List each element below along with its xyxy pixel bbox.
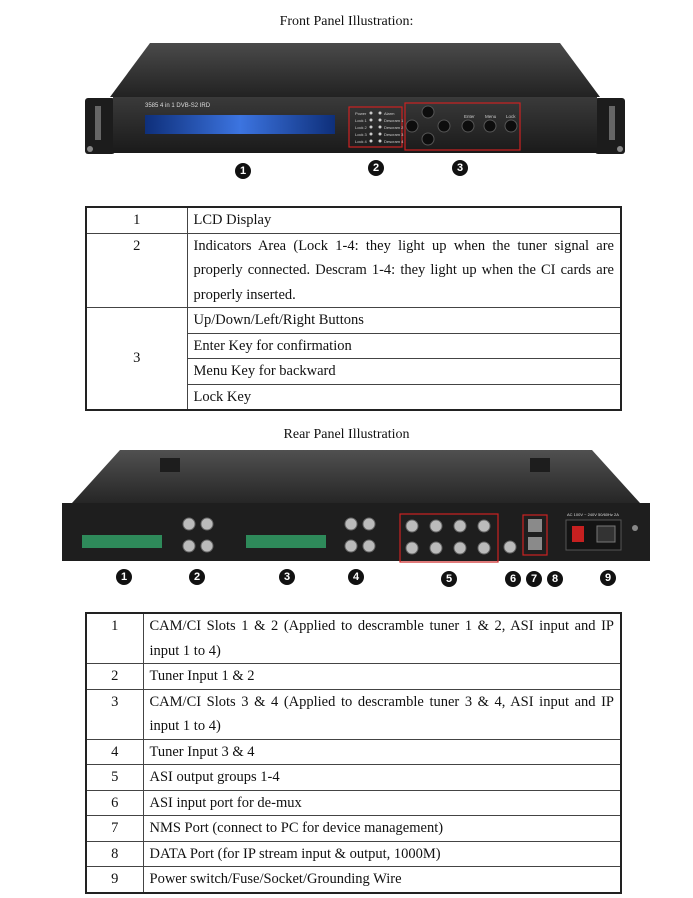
- rear-callout-5: 5: [441, 571, 457, 587]
- table-row: [86, 867, 621, 893]
- row-number: 3: [86, 689, 143, 739]
- right-handle: [609, 106, 615, 140]
- right-screw-icon: [617, 146, 623, 152]
- table-row: [86, 816, 621, 842]
- row-number: 7: [86, 816, 143, 842]
- enter-label: Enter: [464, 114, 475, 119]
- cam-slot-1-2: [82, 535, 162, 548]
- rear-panel-table: [85, 612, 622, 894]
- tuner-1-connector[interactable]: [183, 518, 195, 530]
- rear-panel-caption: Rear Panel Illustration: [283, 427, 410, 442]
- down-button[interactable]: [422, 133, 434, 145]
- menu-label: Menu: [485, 114, 497, 119]
- rear-callout-9: 9: [600, 570, 616, 586]
- rear-chassis-top: [72, 450, 640, 503]
- row-number: 2: [86, 664, 143, 690]
- right-button[interactable]: [438, 120, 450, 132]
- table-row: [86, 790, 621, 816]
- rear-callout-2: 2: [189, 569, 205, 585]
- row-description: Menu Key for backward: [187, 359, 621, 385]
- row-number: 1: [86, 613, 143, 664]
- power-rating-label: AC 100V ~ 240V 50/60Hz 2A: [567, 512, 619, 517]
- row-description: Indicators Area (Lock 1-4: they light up when the tuner signal are properly connected. Descram 1-4: they light up when the CI cards are properly inserted.: [187, 233, 621, 308]
- row-number: 3: [86, 308, 187, 411]
- menu-button[interactable]: [484, 120, 496, 132]
- row-description: Power switch/Fuse/Socket/Grounding Wire: [143, 867, 621, 893]
- rear-face: [62, 503, 650, 561]
- up-button[interactable]: [422, 106, 434, 118]
- ground-screw-icon: [632, 525, 638, 531]
- table-row: [86, 739, 621, 765]
- rear-callout-1: 1: [116, 569, 132, 585]
- rear-callout-6: 6: [505, 571, 521, 587]
- row-number: 8: [86, 841, 143, 867]
- row-description: Enter Key for confirmation: [187, 333, 621, 359]
- table-row: [86, 841, 621, 867]
- model-label: 3585 4 in 1 DVB-S2 IRD: [145, 103, 211, 109]
- lcd-display: [145, 115, 335, 134]
- row-number: 2: [86, 233, 187, 308]
- left-screw-icon: [87, 146, 93, 152]
- front-panel-table: [85, 206, 622, 411]
- rear-callout-7: 7: [526, 571, 542, 587]
- row-description: Lock Key: [187, 384, 621, 410]
- power-socket[interactable]: [597, 526, 615, 542]
- indicator-labels-left: Power Lock 1 Lock 2 Lock 3 Lock 4: [355, 111, 367, 144]
- front-panel-caption: Front Panel Illustration:: [279, 14, 414, 29]
- front-callout-2: 2: [368, 160, 384, 176]
- table-row: [86, 613, 621, 664]
- indicator-labels-right: Alarm Descram 1 Descram 2 Descram 3 Descram 4: [384, 111, 404, 144]
- rear-callout-4: 4: [348, 569, 364, 585]
- chassis-top: [110, 43, 600, 97]
- table-row: [86, 308, 621, 334]
- front-callout-1: 1: [235, 163, 251, 179]
- lock-label: Lock: [506, 114, 516, 119]
- rear-callout-3: 3: [279, 569, 295, 585]
- row-description: Up/Down/Left/Right Buttons: [187, 308, 621, 334]
- table-row: [86, 689, 621, 739]
- row-description: LCD Display: [187, 207, 621, 233]
- tuner-4-connector[interactable]: [345, 540, 357, 552]
- rear-callout-8: 8: [547, 571, 563, 587]
- row-description: Tuner Input 1 & 2: [143, 664, 621, 690]
- left-handle: [95, 106, 101, 140]
- row-description: NMS Port (connect to PC for device management): [143, 816, 621, 842]
- row-description: ASI output groups 1-4: [143, 765, 621, 791]
- row-number: 5: [86, 765, 143, 791]
- row-description: CAM/CI Slots 1 & 2 (Applied to descramble tuner 1 & 2, ASI input and IP input 1 to 4): [143, 613, 621, 664]
- row-description: CAM/CI Slots 3 & 4 (Applied to descramble tuner 3 & 4, ASI input and IP input 1 to 4): [143, 689, 621, 739]
- row-description: Tuner Input 3 & 4: [143, 739, 621, 765]
- data-port[interactable]: [528, 537, 542, 550]
- row-number: 9: [86, 867, 143, 893]
- row-number: 1: [86, 207, 187, 233]
- row-number: 4: [86, 739, 143, 765]
- tuner-3-connector[interactable]: [345, 518, 357, 530]
- left-button[interactable]: [406, 120, 418, 132]
- table-row: [86, 765, 621, 791]
- table-row: [86, 207, 621, 233]
- cam-slot-3-4: [246, 535, 326, 548]
- row-description: ASI input port for de-mux: [143, 790, 621, 816]
- row-number: 6: [86, 790, 143, 816]
- tuner-2-connector[interactable]: [183, 540, 195, 552]
- table-row: [86, 233, 621, 308]
- table-row: [86, 664, 621, 690]
- lock-button[interactable]: [505, 120, 517, 132]
- power-switch[interactable]: [572, 526, 584, 542]
- asi-input-connector[interactable]: [504, 541, 516, 553]
- enter-button[interactable]: [462, 120, 474, 132]
- rear-panel-image: [60, 448, 652, 568]
- front-callout-3: 3: [452, 160, 468, 176]
- nms-port[interactable]: [528, 519, 542, 532]
- row-description: DATA Port (for IP stream input & output, 1000M): [143, 841, 621, 867]
